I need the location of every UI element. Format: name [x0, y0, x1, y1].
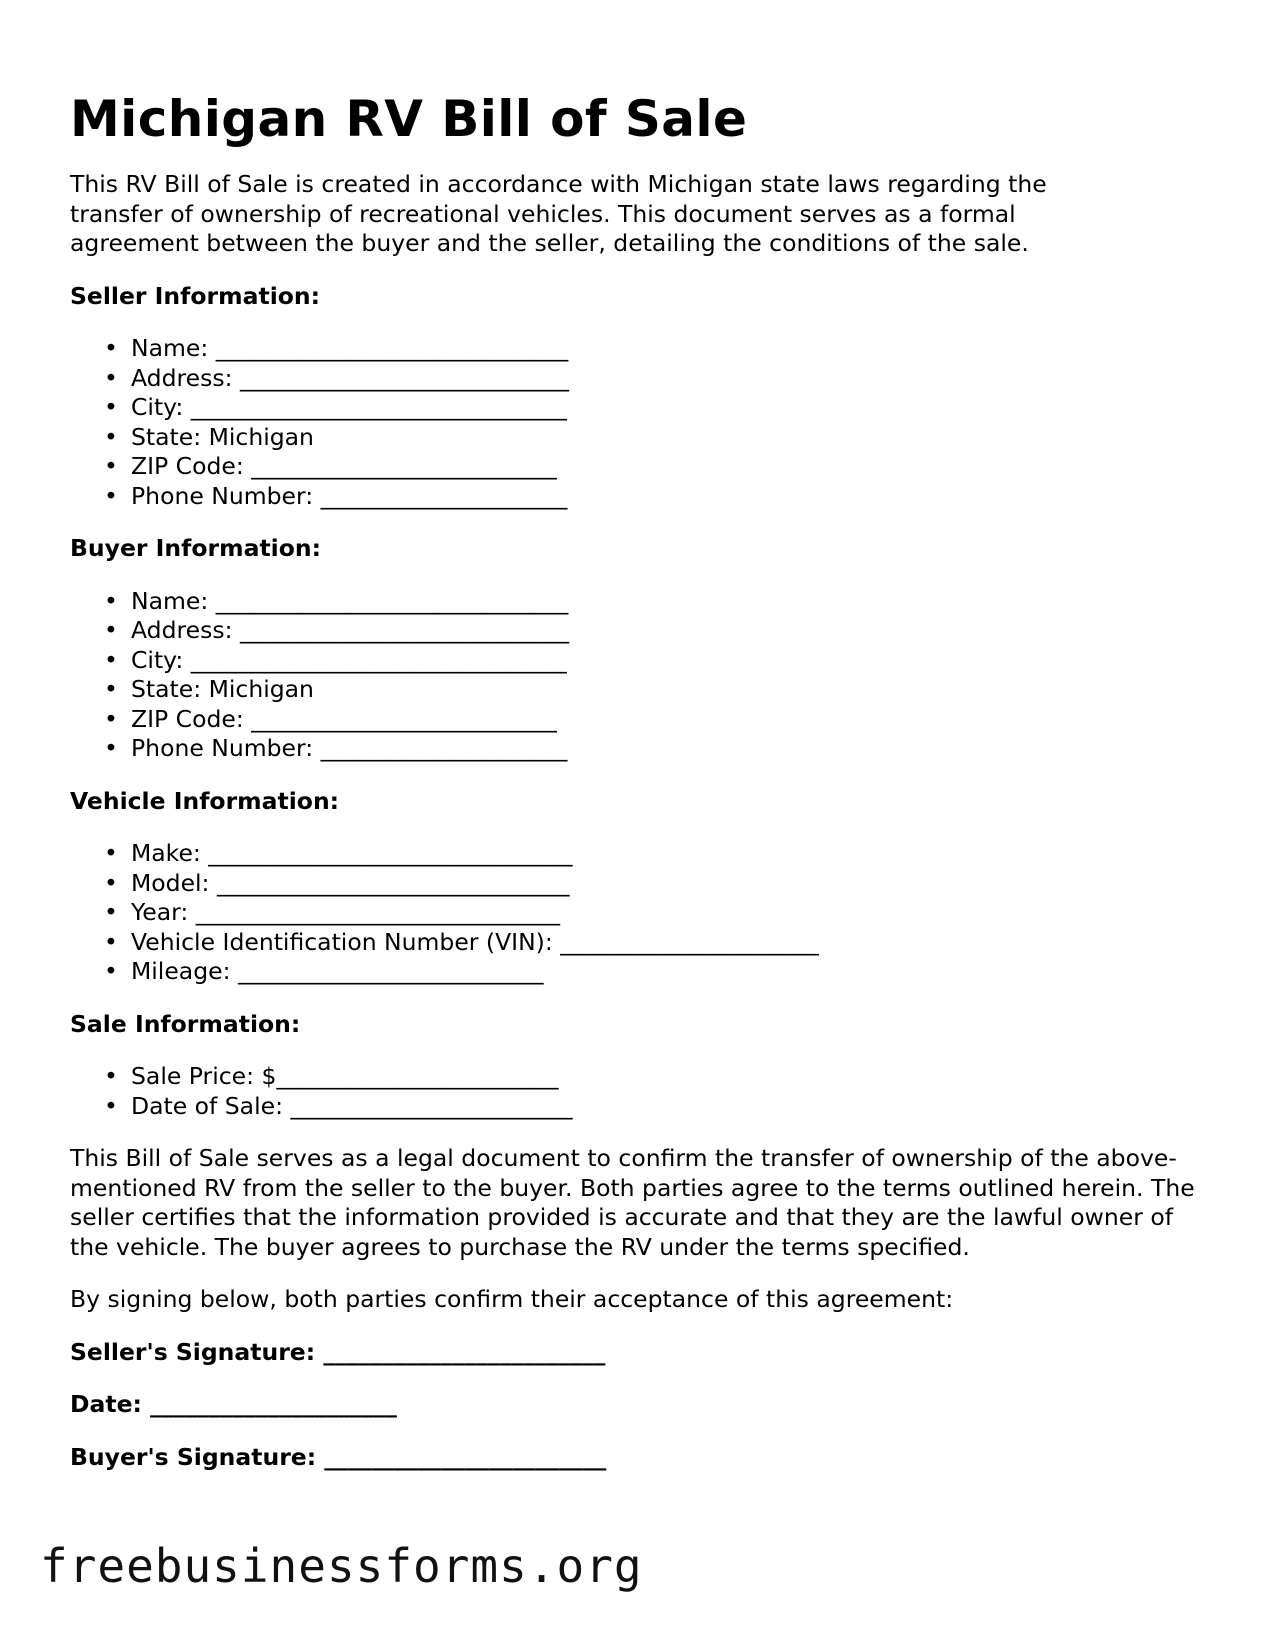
sale-price-field[interactable]: • Sale Price: $________________________ — [131, 1062, 1210, 1092]
seller-city-field[interactable]: • City: ________________________________ — [131, 393, 1210, 423]
seller-phone-field[interactable]: • Phone Number: _____________________ — [131, 482, 1210, 512]
buyer-state-field: • State: Michigan — [131, 675, 1210, 705]
vehicle-model-field[interactable]: • Model: ______________________________ — [131, 869, 1210, 899]
buyer-list — [70, 587, 1210, 764]
seller-list — [70, 334, 1210, 511]
seller-zip-field[interactable]: • ZIP Code: __________________________ — [131, 452, 1210, 482]
document-title: Michigan RV Bill of Sale — [70, 90, 748, 148]
sale-date-field[interactable]: • Date of Sale: ________________________ — [131, 1092, 1210, 1122]
seller-signature-field[interactable]: Seller's Signature: ________________________ — [70, 1337, 606, 1366]
seller-heading: Seller Information: — [70, 281, 321, 310]
buyer-phone-field[interactable]: • Phone Number: _____________________ — [131, 734, 1210, 764]
sale-list — [70, 1062, 1210, 1121]
document-page — [70, 88, 1210, 1472]
buyer-heading: Buyer Information: — [70, 534, 322, 562]
buyer-signature-field[interactable]: Buyer's Signature: ________________________ — [70, 1442, 607, 1471]
vehicle-list — [70, 839, 1210, 987]
signature-date-field[interactable]: Date: _____________________ — [70, 1390, 397, 1418]
closing-paragraph: This Bill of Sale serves as a legal document to confirm the transfer of ownership of the above-mentioned RV from the seller to the buyer. Both parties agree to the terms outlined herein. The seller certifies that the information provided is accurate and that they are the lawful owner of the vehicle. The buyer agrees to purchase the RV under the terms specified. — [70, 1144, 1195, 1261]
seller-address-field[interactable]: • Address: ____________________________ — [131, 364, 1210, 394]
buyer-name-field[interactable]: • Name: ______________________________ — [131, 587, 1210, 617]
buyer-address-field[interactable]: • Address: ____________________________ — [131, 616, 1210, 646]
vehicle-make-field[interactable]: • Make: _______________________________ — [131, 839, 1210, 869]
watermark-text: freebusinessforms.org — [40, 1539, 643, 1593]
seller-name-field[interactable]: • Name: ______________________________ — [131, 334, 1210, 364]
confirm-paragraph: By signing below, both parties confirm their acceptance of this agreement: — [70, 1285, 954, 1313]
intro-paragraph: This RV Bill of Sale is created in accordance with Michigan state laws regarding the transfer of ownership of recreational vehicles. This document serves as a formal agreement between the buyer and the seller, detailing the conditions of the sale. — [70, 170, 1047, 257]
buyer-zip-field[interactable]: • ZIP Code: __________________________ — [131, 705, 1210, 735]
vehicle-year-field[interactable]: • Year: _______________________________ — [131, 898, 1210, 928]
vehicle-mileage-field[interactable]: • Mileage: __________________________ — [131, 957, 1210, 987]
vehicle-vin-field[interactable]: • Vehicle Identification Number (VIN): ______________________ — [131, 928, 1210, 958]
vehicle-heading: Vehicle Information: — [70, 786, 340, 815]
buyer-city-field[interactable]: • City: ________________________________ — [131, 646, 1210, 676]
sale-heading: Sale Information: — [70, 1009, 301, 1038]
seller-state-field: • State: Michigan — [131, 423, 1210, 453]
